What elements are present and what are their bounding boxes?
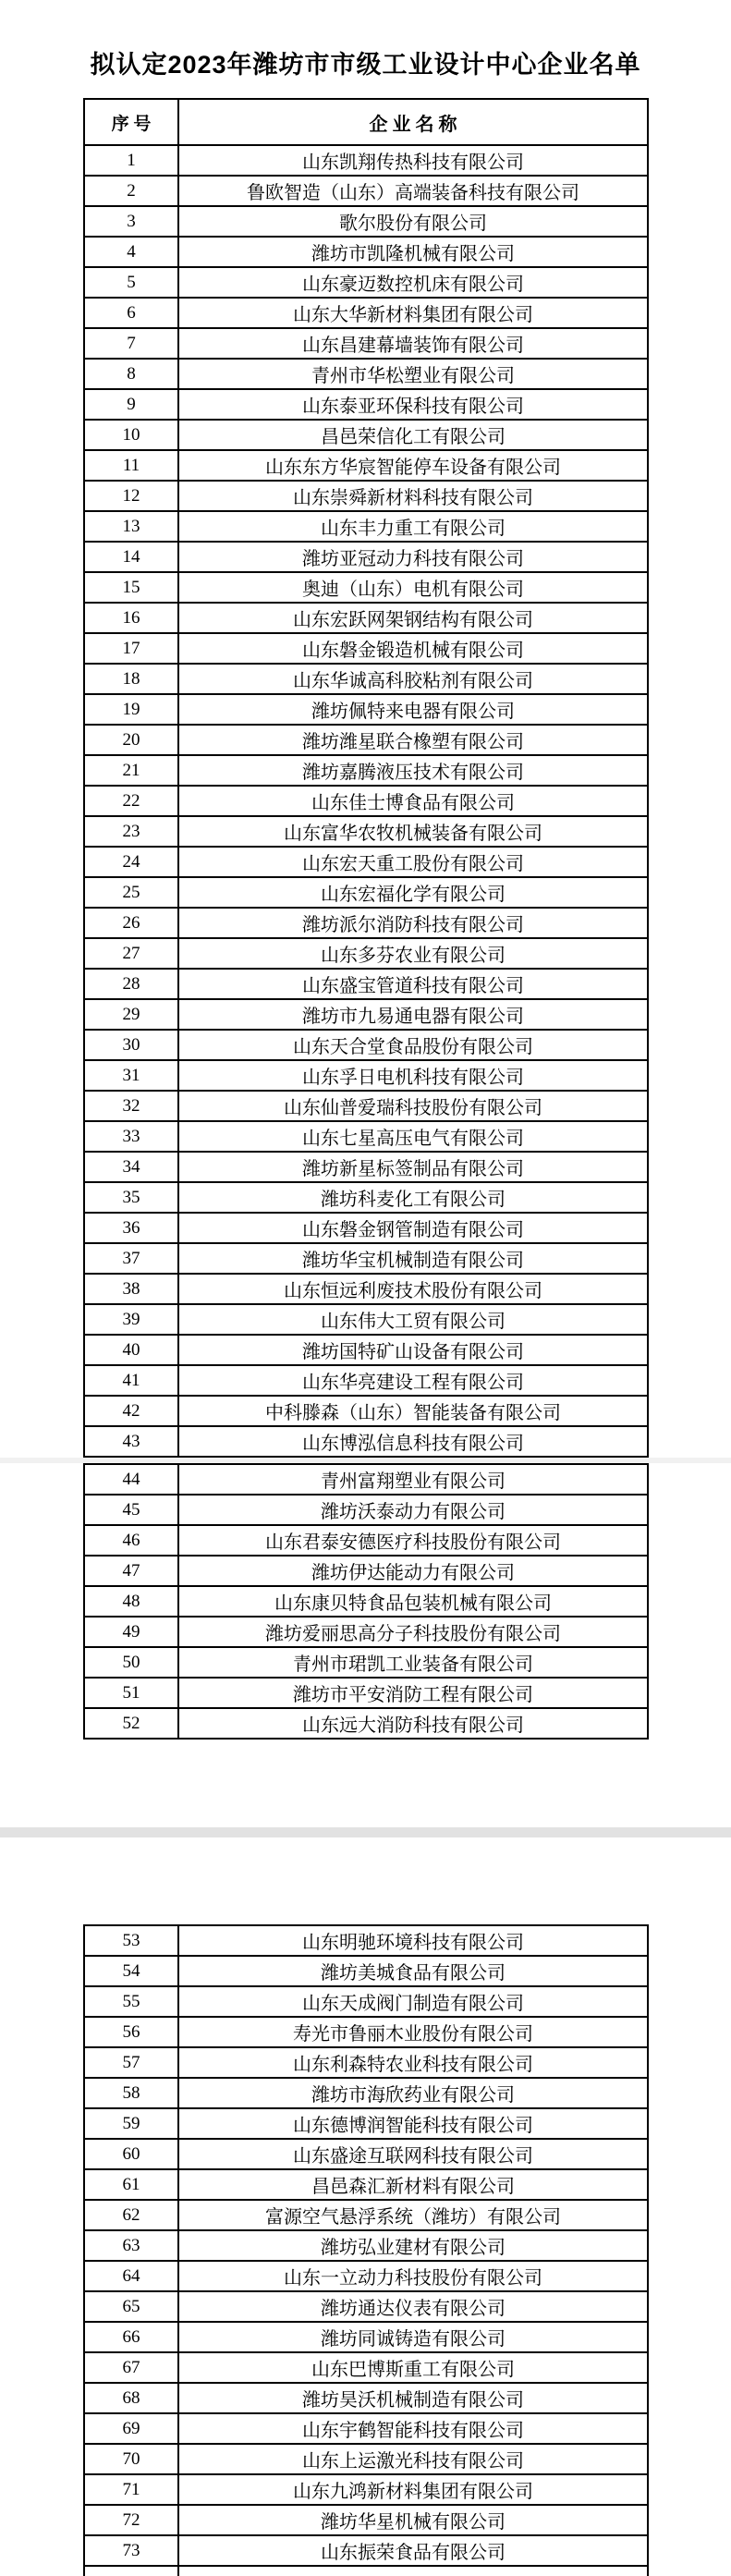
table-body-segment-1	[85, 146, 647, 1456]
company-name-cell: 山东华亮建设工程有限公司	[302, 1373, 524, 1393]
table-row	[85, 1031, 647, 1061]
table-row	[85, 2445, 647, 2475]
company-name-cell: 山东富华农牧机械装备有限公司	[284, 824, 542, 844]
table-row	[85, 1092, 647, 1122]
serial-number-cell: 36	[85, 1214, 179, 1242]
serial-number-cell: 71	[85, 2475, 179, 2504]
table-row	[85, 451, 647, 482]
table-row	[85, 1679, 647, 1709]
table-row	[85, 1153, 647, 1183]
table-row	[85, 756, 647, 787]
serial-number-cell: 27	[85, 939, 179, 968]
company-name-cell: 山东上运激光科技有限公司	[302, 2451, 524, 2472]
table-row	[85, 848, 647, 878]
company-name-cell: 山东佳士博食品有限公司	[311, 793, 515, 813]
table-row	[85, 2170, 647, 2201]
serial-number-cell: 73	[85, 2536, 179, 2565]
serial-number-cell: 21	[85, 756, 179, 785]
company-name-cell: 山东华诚高科胶粘剂有限公司	[293, 671, 533, 691]
table-row	[85, 1496, 647, 1526]
table-row	[85, 1183, 647, 1214]
company-name-cell: 潍坊市凯隆机械有限公司	[311, 244, 515, 264]
serial-number-cell: 72	[85, 2506, 179, 2534]
serial-number-cell: 58	[85, 2079, 179, 2107]
table-row	[85, 299, 647, 329]
company-name-cell: 青州市珺凯工业装备有限公司	[293, 1654, 533, 1675]
table-row	[85, 543, 647, 573]
table-row	[85, 1587, 647, 1618]
table-row	[85, 2079, 647, 2109]
table-row	[85, 1000, 647, 1031]
page-break-separator-2	[0, 1827, 731, 1837]
company-name-cell: 山东大华新材料集团有限公司	[293, 305, 533, 325]
table-row	[85, 1465, 647, 1496]
company-name-cell: 潍坊科麦化工有限公司	[321, 1190, 506, 1210]
serial-number-cell: 1	[85, 146, 179, 175]
company-name-cell: 山东九鸿新材料集团有限公司	[293, 2482, 533, 2502]
serial-number-cell: 9	[85, 390, 179, 419]
table-row	[85, 390, 647, 421]
serial-number-cell: 19	[85, 695, 179, 724]
company-name-cell: 中科滕森（山东）智能装备有限公司	[265, 1403, 561, 1423]
table-row	[85, 2353, 647, 2384]
serial-number-cell: 45	[85, 1496, 179, 1524]
serial-number-cell: 10	[85, 421, 179, 449]
company-name-cell: 山东一立动力科技股份有限公司	[284, 2268, 542, 2289]
company-name-cell: 潍坊弘业建材有限公司	[321, 2238, 506, 2258]
table-row	[85, 909, 647, 939]
company-name-cell: 山东豪迈数控机床有限公司	[302, 275, 524, 295]
serial-number-cell: 4	[85, 238, 179, 266]
company-name-cell: 潍坊佩特来电器有限公司	[311, 702, 515, 722]
table-row	[85, 2384, 647, 2414]
company-name-cell: 山东宏跃网架钢结构有限公司	[293, 610, 533, 630]
table-body-segment-2	[85, 1465, 647, 1738]
serial-number-cell: 28	[85, 970, 179, 998]
company-name-cell: 潍坊伊达能动力有限公司	[311, 1563, 515, 1583]
serial-number-cell: 44	[85, 1465, 179, 1494]
table-row	[85, 726, 647, 756]
serial-number-cell: 59	[85, 2109, 179, 2138]
table-row	[85, 2292, 647, 2323]
company-name-cell: 山东崇舜新材料科技有限公司	[293, 488, 533, 508]
company-name-cell: 潍坊嘉腾液压技术有限公司	[302, 763, 524, 783]
serial-number-cell: 7	[85, 329, 179, 358]
company-name-cell: 青州富翔塑业有限公司	[321, 1471, 506, 1492]
serial-number-cell: 69	[85, 2414, 179, 2443]
serial-number-cell: 11	[85, 451, 179, 480]
serial-number-cell: 48	[85, 1587, 179, 1616]
serial-number-cell: 63	[85, 2231, 179, 2260]
serial-number-cell: 6	[85, 299, 179, 327]
table-row	[85, 2262, 647, 2292]
company-name-cell: 山东东方华宸智能停车设备有限公司	[265, 458, 561, 478]
serial-number-cell: 64	[85, 2262, 179, 2290]
serial-number-cell: 26	[85, 909, 179, 937]
table-row	[85, 1244, 647, 1275]
company-name-cell: 山东盛途互联网科技有限公司	[293, 2146, 533, 2167]
company-name-cell: 青州市华松塑业有限公司	[311, 366, 515, 386]
table-row	[85, 268, 647, 299]
table-row	[85, 573, 647, 604]
serial-number-cell: 56	[85, 2018, 179, 2046]
serial-number-cell: 25	[85, 878, 179, 907]
serial-number-cell: 30	[85, 1031, 179, 1059]
company-name-cell: 山东巴博斯重工有限公司	[311, 2360, 515, 2380]
serial-number-cell: 60	[85, 2140, 179, 2168]
serial-number-cell: 50	[85, 1648, 179, 1677]
table-row	[85, 1122, 647, 1153]
serial-number-cell: 38	[85, 1275, 179, 1303]
company-name-cell: 山东多芬农业有限公司	[321, 946, 506, 966]
table-row	[85, 1957, 647, 1987]
table-row	[85, 1427, 647, 1456]
serial-number-cell: 37	[85, 1244, 179, 1273]
serial-number-cell: 23	[85, 817, 179, 846]
serial-number-cell: 12	[85, 482, 179, 510]
company-name-cell: 潍坊美城食品有限公司	[321, 1963, 506, 1984]
company-name-cell: 寿光市鲁丽木业股份有限公司	[293, 2024, 533, 2045]
company-name-cell: 鲁欧智造（山东）高端装备科技有限公司	[247, 183, 579, 203]
table-row	[85, 1926, 647, 1957]
table-row	[85, 1275, 647, 1305]
serial-number-cell: 66	[85, 2323, 179, 2351]
serial-number-cell: 49	[85, 1618, 179, 1646]
serial-number-cell: 41	[85, 1366, 179, 1395]
table-body-segment-3	[85, 1926, 647, 2565]
table-header-row	[85, 100, 647, 146]
table-row	[85, 695, 647, 726]
serial-number-cell: 39	[85, 1305, 179, 1334]
serial-number-cell: 65	[85, 2292, 179, 2321]
partial-row-column-divider	[177, 2567, 179, 2576]
company-name-cell: 潍坊市平安消防工程有限公司	[293, 1685, 533, 1705]
company-name-cell: 昌邑森汇新材料有限公司	[311, 2177, 515, 2197]
serial-number-cell: 15	[85, 573, 179, 602]
table-row	[85, 970, 647, 1000]
table-row	[85, 1214, 647, 1244]
table-row	[85, 2048, 647, 2079]
company-name-cell: 山东天成阀门制造有限公司	[302, 1994, 524, 2014]
table-row	[85, 2323, 647, 2353]
company-name-cell: 奥迪（山东）电机有限公司	[302, 580, 524, 600]
company-name-cell: 潍坊华宝机械制造有限公司	[302, 1251, 524, 1271]
serial-number-cell: 5	[85, 268, 179, 297]
serial-number-cell: 29	[85, 1000, 179, 1029]
company-name-cell: 山东博泓信息科技有限公司	[302, 1434, 524, 1454]
table-row	[85, 817, 647, 848]
column-header-company-name: 企 业 名 称	[369, 114, 457, 135]
table-row	[85, 360, 647, 390]
table-row	[85, 2018, 647, 2048]
table-row	[85, 2536, 647, 2565]
table-row	[85, 2231, 647, 2262]
company-name-cell: 山东宏福化学有限公司	[321, 885, 506, 905]
serial-number-cell: 52	[85, 1709, 179, 1738]
company-name-cell: 富源空气悬浮系统（潍坊）有限公司	[265, 2207, 561, 2228]
serial-number-cell: 53	[85, 1926, 179, 1955]
company-name-cell: 山东德博润智能科技有限公司	[293, 2116, 533, 2136]
serial-number-cell: 18	[85, 665, 179, 693]
table-row	[85, 1648, 647, 1679]
serial-number-cell: 68	[85, 2384, 179, 2412]
serial-number-cell: 17	[85, 634, 179, 663]
company-name-cell: 潍坊亚冠动力科技有限公司	[302, 549, 524, 569]
company-name-cell: 潍坊昊沃机械制造有限公司	[302, 2390, 524, 2411]
table-row	[85, 665, 647, 695]
company-name-cell: 潍坊市九易通电器有限公司	[302, 1007, 524, 1027]
company-name-cell: 山东七星高压电气有限公司	[302, 1129, 524, 1149]
company-name-cell: 潍坊派尔消防科技有限公司	[302, 915, 524, 935]
table-row	[85, 939, 647, 970]
company-name-cell: 山东利森特农业科技有限公司	[293, 2055, 533, 2075]
company-name-cell: 山东孚日电机科技有限公司	[302, 1068, 524, 1088]
table-row	[85, 2475, 647, 2506]
company-name-cell: 山东仙普爱瑞科技股份有限公司	[284, 1098, 542, 1118]
company-name-cell: 潍坊市海欣药业有限公司	[311, 2085, 515, 2106]
serial-number-cell: 47	[85, 1557, 179, 1585]
company-name-cell: 山东盛宝管道科技有限公司	[302, 976, 524, 996]
serial-number-cell: 8	[85, 360, 179, 388]
table-row	[85, 1366, 647, 1397]
company-name-cell: 潍坊同诚铸造有限公司	[321, 2329, 506, 2350]
serial-number-cell: 22	[85, 787, 179, 815]
company-name-cell: 山东宏天重工股份有限公司	[302, 854, 524, 874]
partial-next-table-row	[83, 2567, 649, 2576]
page-title: 拟认定2023年潍坊市市级工业设计中心企业名单	[90, 51, 641, 79]
company-name-cell: 山东宇鹤智能科技有限公司	[302, 2421, 524, 2441]
company-name-cell: 潍坊华星机械有限公司	[321, 2512, 506, 2533]
serial-number-cell: 40	[85, 1336, 179, 1364]
company-name-cell: 山东君泰安德医疗科技股份有限公司	[265, 1532, 561, 1553]
serial-number-cell: 32	[85, 1092, 179, 1120]
table-row	[85, 2140, 647, 2170]
table-row	[85, 1526, 647, 1557]
company-table-segment-1	[83, 98, 649, 1458]
company-name-cell: 歌尔股份有限公司	[339, 214, 487, 234]
table-row	[85, 604, 647, 634]
table-row	[85, 1336, 647, 1366]
table-row	[85, 1557, 647, 1587]
table-row	[85, 177, 647, 207]
table-row	[85, 787, 647, 817]
company-name-cell: 山东磐金锻造机械有限公司	[302, 641, 524, 661]
table-row	[85, 634, 647, 665]
serial-number-cell: 35	[85, 1183, 179, 1212]
table-row	[85, 146, 647, 177]
table-row	[85, 2506, 647, 2536]
company-name-cell: 昌邑荣信化工有限公司	[321, 427, 506, 447]
serial-number-cell: 43	[85, 1427, 179, 1456]
serial-number-cell: 14	[85, 543, 179, 571]
table-row	[85, 1618, 647, 1648]
serial-number-cell: 67	[85, 2353, 179, 2382]
company-name-cell: 山东恒远利废技术股份有限公司	[284, 1281, 542, 1301]
serial-number-cell: 33	[85, 1122, 179, 1151]
company-name-cell: 潍坊国特矿山设备有限公司	[302, 1342, 524, 1362]
serial-number-cell: 3	[85, 207, 179, 236]
company-name-cell: 山东振荣食品有限公司	[321, 2543, 506, 2563]
table-row	[85, 512, 647, 543]
table-row	[85, 329, 647, 360]
company-name-cell: 潍坊通达仪表有限公司	[321, 2299, 506, 2319]
serial-number-cell: 42	[85, 1397, 179, 1425]
company-name-cell: 山东明驰环境科技有限公司	[302, 1933, 524, 1953]
table-row	[85, 207, 647, 238]
table-row	[85, 1987, 647, 2018]
company-table-segment-3	[83, 1924, 649, 2567]
table-row	[85, 1061, 647, 1092]
serial-number-cell: 51	[85, 1679, 179, 1707]
company-name-cell: 山东磐金钢管制造有限公司	[302, 1220, 524, 1240]
company-name-cell: 山东凯翔传热科技有限公司	[302, 153, 524, 173]
company-name-cell: 潍坊新星标签制品有限公司	[302, 1159, 524, 1179]
serial-number-cell: 61	[85, 2170, 179, 2199]
table-row	[85, 2109, 647, 2140]
company-name-cell: 山东远大消防科技有限公司	[302, 1715, 524, 1736]
serial-number-cell: 2	[85, 177, 179, 205]
table-row	[85, 482, 647, 512]
serial-number-cell: 62	[85, 2201, 179, 2229]
company-name-cell: 山东昌建幕墙装饰有限公司	[302, 336, 524, 356]
table-row	[85, 2201, 647, 2231]
serial-number-cell: 13	[85, 512, 179, 541]
serial-number-cell: 31	[85, 1061, 179, 1090]
company-name-cell: 潍坊沃泰动力有限公司	[321, 1502, 506, 1522]
company-name-cell: 山东天合堂食品股份有限公司	[293, 1037, 533, 1057]
table-row	[85, 2414, 647, 2445]
serial-number-cell: 54	[85, 1957, 179, 1985]
company-name-cell: 潍坊潍星联合橡塑有限公司	[302, 732, 524, 752]
table-row	[85, 878, 647, 909]
company-name-cell: 潍坊爱丽思高分子科技股份有限公司	[265, 1624, 561, 1644]
table-row	[85, 1305, 647, 1336]
serial-number-cell: 24	[85, 848, 179, 876]
serial-number-cell: 46	[85, 1526, 179, 1555]
serial-number-cell: 20	[85, 726, 179, 754]
table-row	[85, 421, 647, 451]
company-name-cell: 山东伟大工贸有限公司	[321, 1312, 506, 1332]
serial-number-cell: 16	[85, 604, 179, 632]
serial-number-cell: 55	[85, 1987, 179, 2016]
company-name-cell: 山东康贝特食品包装机械有限公司	[274, 1593, 552, 1614]
company-name-cell: 山东丰力重工有限公司	[321, 519, 506, 539]
serial-number-cell: 57	[85, 2048, 179, 2077]
serial-number-cell: 34	[85, 1153, 179, 1181]
company-name-cell: 山东泰亚环保科技有限公司	[302, 397, 524, 417]
table-row	[85, 238, 647, 268]
serial-number-cell: 70	[85, 2445, 179, 2473]
table-row	[85, 1397, 647, 1427]
company-table-segment-2	[83, 1463, 649, 1740]
column-header-serial-number: 序 号	[85, 100, 179, 144]
table-row	[85, 1709, 647, 1738]
